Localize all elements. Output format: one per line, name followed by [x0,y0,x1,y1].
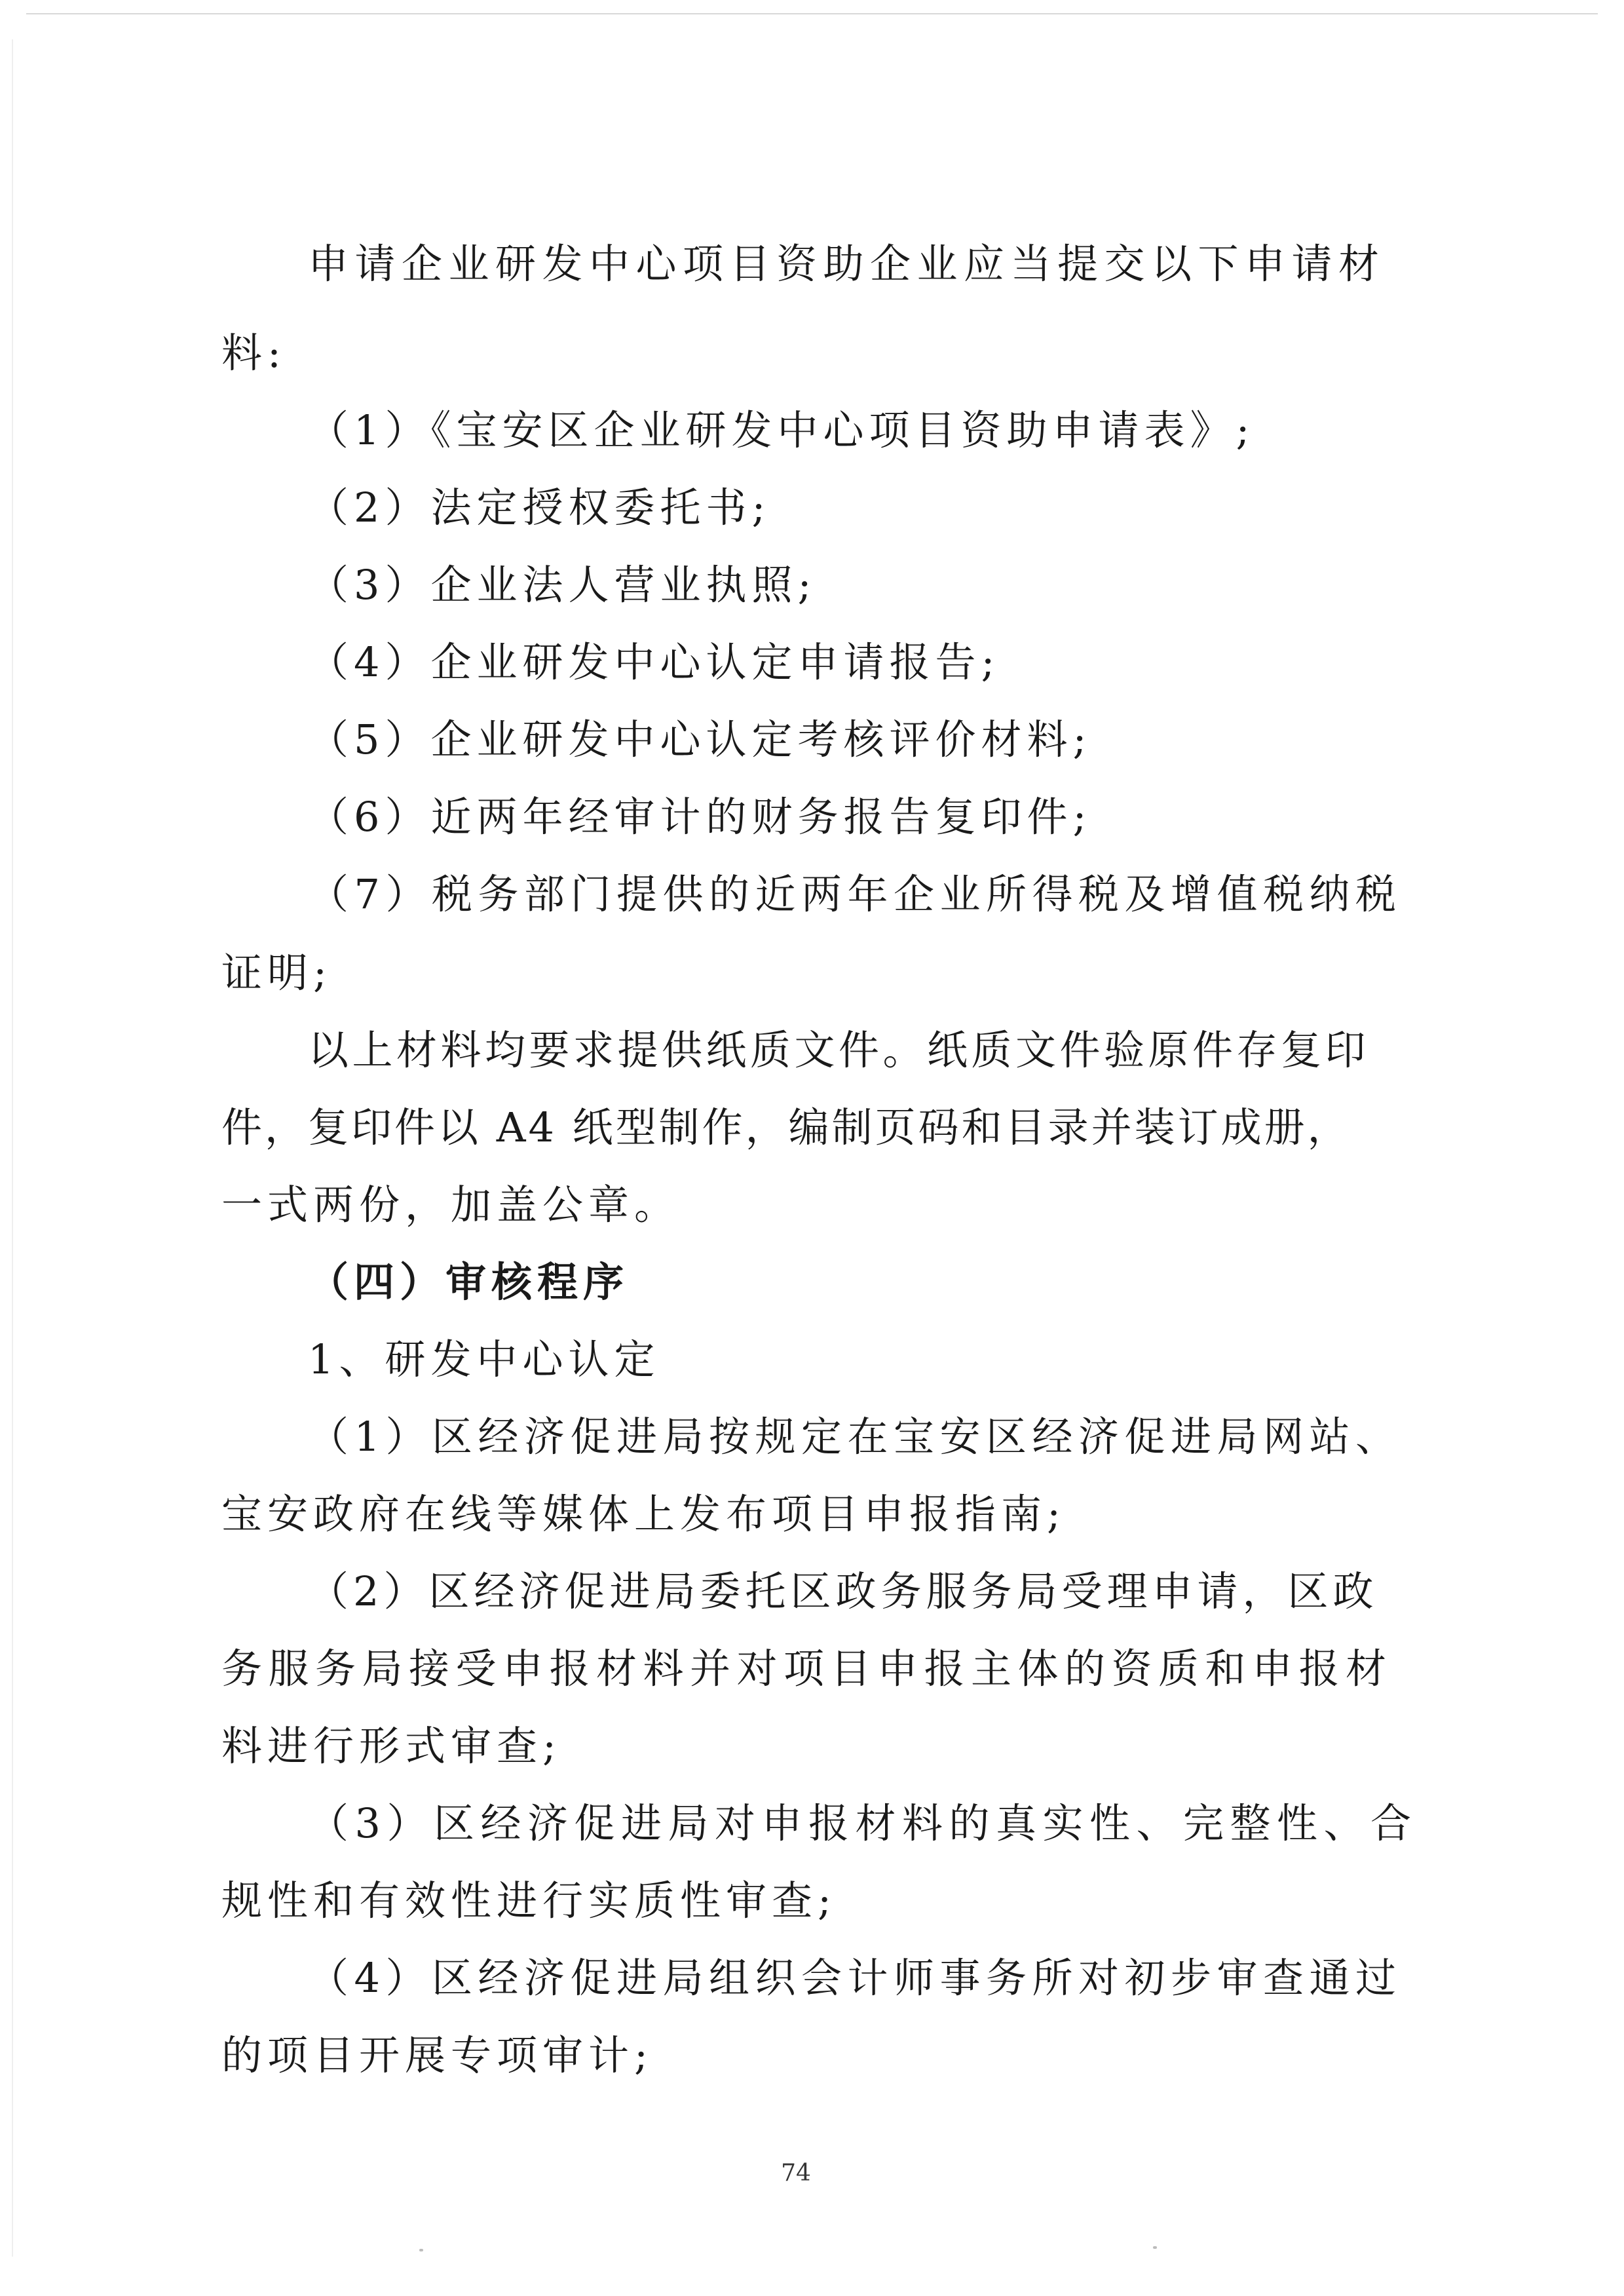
list-item-continuation: 证明; [221,949,332,997]
list-item-continuation: 规性和有效性进行实质性审查; [221,1877,837,1924]
section-heading: （四）审核程序 [308,1258,630,1306]
list-item: （6）近两年经审计的财务报告复印件; [308,793,1092,841]
scan-edge-left [12,39,13,2257]
scan-speck [1153,2246,1157,2249]
list-item: （4）区经济促进局组织会计师事务所对初步审查通过 [308,1954,1402,2002]
page-number: 74 [781,2160,811,2187]
list-item-continuation: 务服务局接受申报材料并对项目申报主体的资质和申报材 [221,1645,1393,1693]
list-item: （3）企业法人营业执照; [308,561,817,609]
paragraph-line: 件，复印件以 A4 纸型制作，编制页码和目录并装订成册， [221,1103,1351,1151]
paragraph-line: 一式两份，加盖公章。 [221,1181,681,1229]
list-item: （7）税务部门提供的近两年企业所得税及增值税纳税 [308,870,1402,918]
paragraph-line: 料: [221,329,286,377]
paragraph-line: 以上材料均要求提供纸质文件。纸质文件验原件存复印 [308,1026,1370,1074]
list-item: （1）《宝安区企业研发中心项目资助申请表》; [308,406,1255,454]
list-item: （2）法定授权委托书; [308,484,771,531]
list-item-continuation: 料进行形式审查; [221,1722,561,1770]
list-item: （3）区经济促进局对申报材料的真实性、完整性、合 [308,1799,1418,1847]
list-item: （2）区经济促进局委托区政务服务局受理申请，区政 [308,1567,1378,1615]
scan-edge-top [26,13,1598,14]
list-item: （1）区经济促进局按规定在宝安区经济促进局网站、 [308,1413,1402,1461]
scan-speck [419,2249,423,2251]
list-item-continuation: 宝安政府在线等媒体上发布项目申报指南; [221,1490,1066,1538]
list-item: （5）企业研发中心认定考核评价材料; [308,716,1092,763]
subsection-heading: 1、研发中心认定 [308,1335,660,1383]
list-item: （4）企业研发中心认定申请报告; [308,638,1000,686]
paragraph-line: 申请企业研发中心项目资助企业应当提交以下申请材 [308,240,1386,288]
list-item-continuation: 的项目开展专项审计; [221,2031,653,2079]
